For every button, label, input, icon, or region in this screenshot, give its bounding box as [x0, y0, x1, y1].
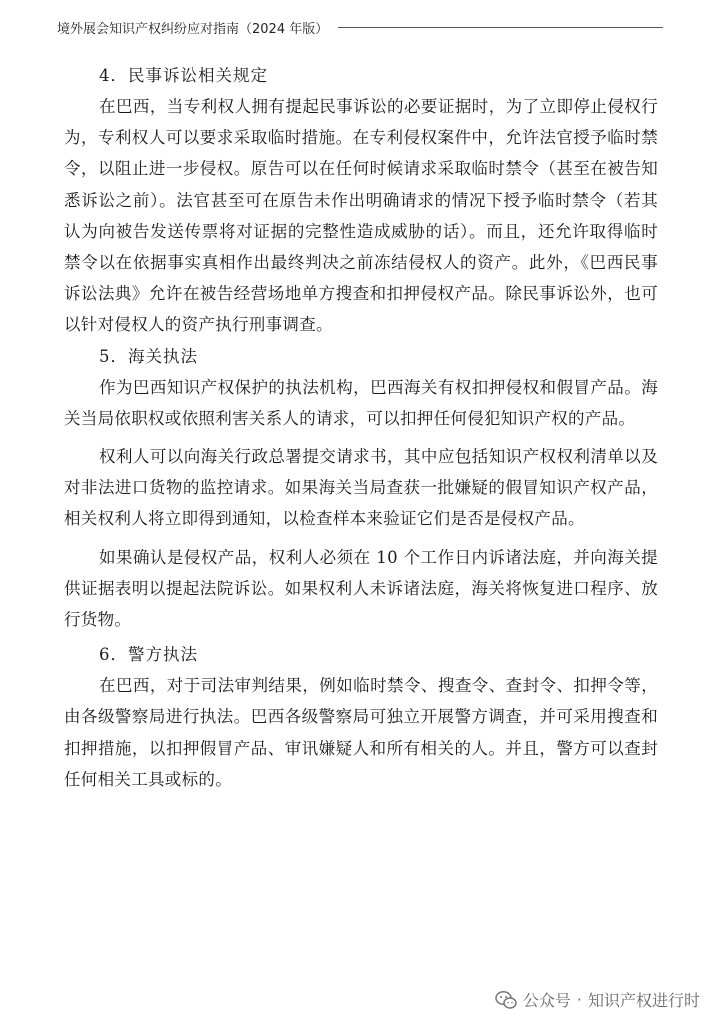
- paragraph: 如果确认是侵权产品，权利人必须在 10 个工作日内诉诸法庭，并向海关提供证据表明以提起法院诉讼。如果权利人未诉诸法庭，海关将恢复进口程序、放行货物。: [64, 547, 658, 630]
- watermark-account: 知识产权进行时: [587, 991, 700, 1010]
- document-body: [64, 60, 658, 795]
- running-header: [57, 16, 663, 38]
- watermark: [495, 988, 700, 1011]
- section-heading-police-enforcement: 6．警方执法: [99, 645, 198, 665]
- watermark-prefix: 公众号: [522, 991, 571, 1010]
- section-heading-civil-litigation: 4．民事诉讼相关规定: [99, 66, 268, 85]
- paragraph: 在巴西，对于司法审判结果，例如临时禁令、搜查令、查封令、扣押令等，由各级警察局进行执法。巴西各级警察局可独立开展警方调查，并可采用搜查和扣押措施，以扣押假冒产品、审讯嫌疑人和所有相关的人。并且，警方可以查封任何相关工具或标的。: [64, 676, 658, 789]
- paragraph: 作为巴西知识产权保护的执法机构，巴西海关有权扣押侵权和假冒产品。海关当局依职权或依照利害关系人的请求，可以扣押任何侵犯知识产权的产品。: [64, 377, 658, 428]
- paragraph: 权利人可以向海关行政总署提交请求书，其中应包括知识产权权利清单以及对非法进口货物的监控请求。如果海关当局查获一批嫌疑的假冒知识产权产品，相关权利人将立即得到通知，以检查样本来验证它们是否是侵权产品。: [64, 447, 658, 529]
- section-heading-customs-enforcement: 5．海关执法: [99, 346, 198, 366]
- header-rule: [338, 27, 663, 28]
- paragraph: 在巴西，当专利权人拥有提起民事诉讼的必要证据时，为了立即停止侵权行为，专利权人可以要求采取临时措施。在专利侵权案件中，允许法官授予临时禁令，以阻止进一步侵权。原告可以在任何时候请求采取临时禁令（甚至在被告知悉诉讼之前）。法官甚至可在原告未作出明确请求的情况下授予临时禁令（若其认为向被告发送传票将对证据的完整性造成威胁的话）。而且，还允许取得临时禁令以在依据事实真相作出最终判决之前冻结侵权人的资产。此外，《巴西民事诉讼法典》允许在被告经营场地单方搜查和扣押侵权产品。除民事诉讼外，也可以针对侵权人的资产执行刑事调查。: [64, 97, 658, 335]
- header-title: 境外展会知识产权纠纷应对指南（2024 年版）: [57, 21, 329, 37]
- wechat-icon: [495, 990, 517, 1010]
- watermark-separator: ·: [576, 990, 582, 1009]
